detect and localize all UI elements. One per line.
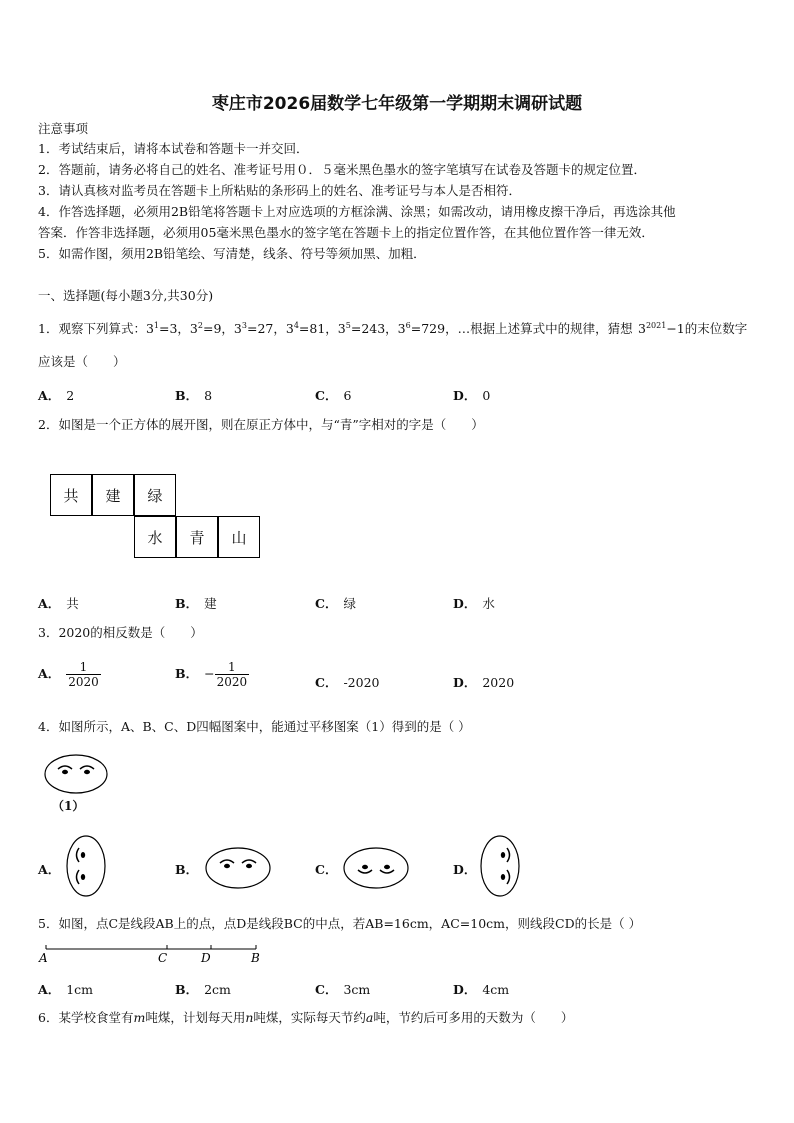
q3-option-d: D． 2020: [453, 675, 515, 690]
face-option-c: [342, 846, 410, 890]
notice-item: 答案．作答非选择题，必须用05毫米黑色墨水的签字笔在答题卡上的指定位置作答，在其他位置作答一律无效．: [38, 225, 654, 240]
notice-item: 4．作答选择题，必须用2B铅笔将答题卡上对应选项的方框涂满、涂黑；如需改动，请用橡皮擦干净后，再选涂其他: [38, 204, 676, 219]
cube-net-cell: 建: [92, 474, 134, 516]
q3-option-a: A． $\frac{1}{2020}$: [38, 660, 99, 689]
q5-option-b: B． 2cm: [175, 982, 231, 997]
cube-net-cell: 绿: [134, 474, 176, 516]
section-heading: 一、选择题(每小题3分,共30分): [38, 288, 214, 303]
q3-option-b: B． − $\frac{1}{2020}$: [175, 660, 248, 689]
point-label: D: [201, 951, 211, 965]
page-title: 枣庄市2026届数学七年级第一学期期末调研试题: [211, 94, 583, 114]
fraction: $\frac{1}{2020}$: [216, 660, 248, 689]
q5-text: 5．如图，点C是线段AB上的点，点D是线段BC的中点，若AB=16cm，AC=10cm，则线段CD的长是（ ）: [38, 916, 642, 931]
q3-option-c: C． -2020: [315, 675, 380, 690]
cube-net-cell: 青: [176, 516, 218, 558]
q3-text: 3．2020的相反数是（ ）: [38, 625, 203, 640]
face-option-b: [204, 846, 272, 890]
face-figure-1: [44, 754, 110, 796]
q5-option-d: D． 4cm: [453, 982, 510, 997]
point-label: A: [39, 951, 48, 965]
q4-text: 4．如图所示，A、B、C、D四幅图案中，能通过平移图案（1）得到的是（ ）: [38, 719, 471, 734]
q6-text: 6．某学校食堂有m吨煤，计划每天用n吨煤，实际每天节约a吨，节约后可多用的天数为（ ）: [38, 1010, 574, 1025]
q4-option-c: C．: [315, 862, 338, 877]
q1-text-cont: 应该是（ ）: [38, 354, 126, 369]
q4-option-d: D．: [453, 862, 477, 877]
point-label: B: [251, 951, 260, 965]
q1-expression: $3^{2021}-1$的末位数字: [638, 321, 748, 337]
notice-item: 2．答题前，请务必将自己的姓名、准考证号用０．５毫米黑色墨水的签字笔填写在试卷及答题卡的规定位置．: [38, 162, 646, 177]
q1-option-c: C． 6: [315, 388, 352, 403]
face-option-d: [478, 834, 522, 898]
q2-option-a: A． 共: [38, 596, 79, 611]
notice-item: 3．请认真核对监考员在答题卡上所粘贴的条形码上的姓名、准考证号与本人是否相符．: [38, 183, 521, 198]
face-option-a: [64, 834, 108, 898]
q1-option-d: D． 0: [453, 388, 491, 403]
point-label: C: [158, 951, 168, 965]
q1-text: 1．观察下列算式：$3^1=3$，$3^2=9$，$3^3=27$，$3^4=81$，$3^5=243$，$3^6=729$，…根据上述算式中的规律，猜想: [38, 321, 633, 337]
q5-option-c: C． 3cm: [315, 982, 371, 997]
cube-net-cell: 共: [50, 474, 92, 516]
figure-label: （1）: [52, 799, 85, 813]
q1-option-a: A． 2: [38, 388, 75, 403]
q1-option-b: B． 8: [175, 388, 213, 403]
segment-diagram: [36, 940, 268, 966]
cube-net-cell: 山: [218, 516, 260, 558]
notice-heading: 注意事项: [38, 121, 89, 136]
q2-option-c: C． 绿: [315, 596, 356, 611]
notice-item: 5．如需作图，须用2B铅笔绘、写清楚，线条、符号等须加黑、加粗．: [38, 246, 426, 261]
q5-option-a: A． 1cm: [38, 982, 94, 997]
q4-option-a: A．: [38, 862, 61, 877]
q2-option-b: B． 建: [175, 596, 217, 611]
q2-text: 2．如图是一个正方体的展开图，则在原正方体中，与“青”字相对的字是（ ）: [38, 417, 484, 432]
notice-item: 1．考试结束后，请将本试卷和答题卡一并交回．: [38, 141, 309, 156]
fraction: $\frac{1}{2020}$: [68, 660, 99, 689]
q2-option-d: D． 水: [453, 596, 495, 611]
cube-net-cell: 水: [134, 516, 176, 558]
q4-option-b: B．: [175, 862, 199, 877]
